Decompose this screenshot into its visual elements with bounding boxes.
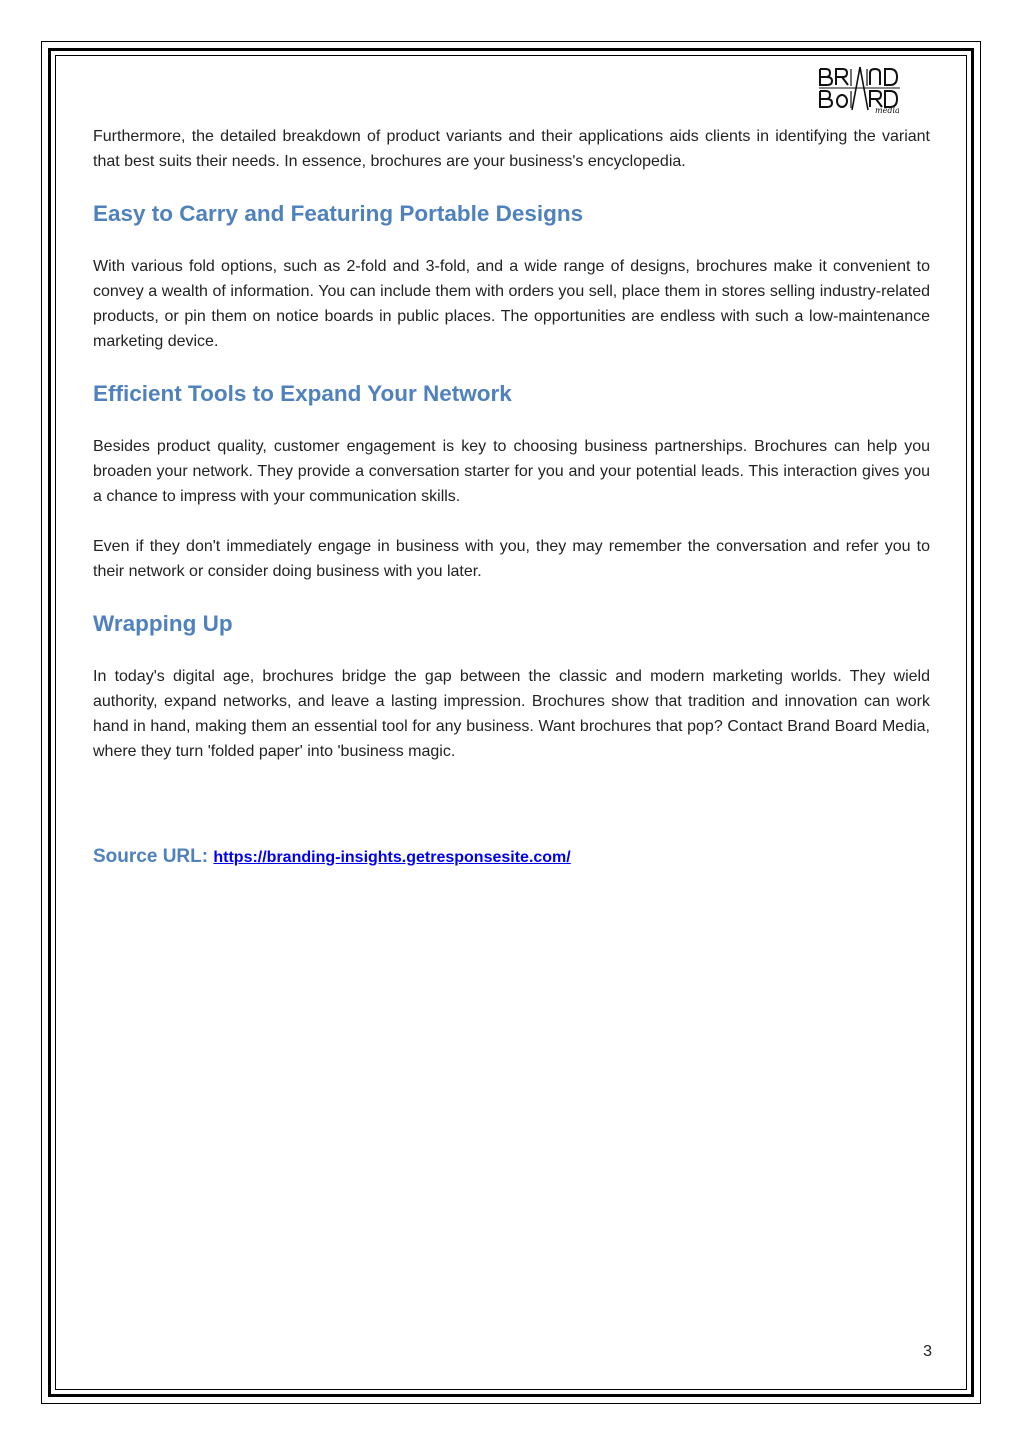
page-number: 3 [923,1343,932,1360]
section-heading-network: Efficient Tools to Expand Your Network [93,381,512,406]
source-label: Source URL: [93,846,209,867]
brand-board-media-logo [818,66,904,120]
document-content [93,124,930,871]
source-url-link[interactable]: https://branding-insights.getresponsesite.com/ [213,849,571,866]
logo-subtitle: media [875,106,900,115]
intro-paragraph: Furthermore, the detailed breakdown of product variants and their applications aids clients in identifying the variant that best suits their needs. In essence, brochures are your business's encyclopedia. [93,128,930,170]
source-line [93,844,930,871]
section-paragraph: Besides product quality, customer engagement is key to choosing business partnerships. Brochures can help you broaden your network. They provide a conversation starter for you and your potential leads. This interaction gives you a chance to impress with your communication skills. [93,438,930,505]
section-heading-portable: Easy to Carry and Featuring Portable Designs [93,201,584,226]
section-paragraph: With various fold options, such as 2-fold and 3-fold, and a wide range of designs, brochures make it convenient to convey a wealth of information. You can include them with orders you sell, place them in stores selling industry-related products, or pin them on notice boards in public places. The opportunities are endless with such a low-maintenance marketing device. [93,258,930,350]
section-heading-wrapping-up: Wrapping Up [93,611,233,636]
section-paragraph: Even if they don't immediately engage in business with you, they may remember the conversation and refer you to their network or consider doing business with you later. [93,538,930,580]
section-paragraph: In today's digital age, brochures bridge the gap between the classic and modern marketing worlds. They wield authority, expand networks, and leave a lasting impression. Brochures show that tradition and innovation can work hand in hand, making them an essential tool for any business. Want brochures that pop? Contact Brand Board Media, where they turn 'folded paper' into 'business magic. [93,668,930,760]
